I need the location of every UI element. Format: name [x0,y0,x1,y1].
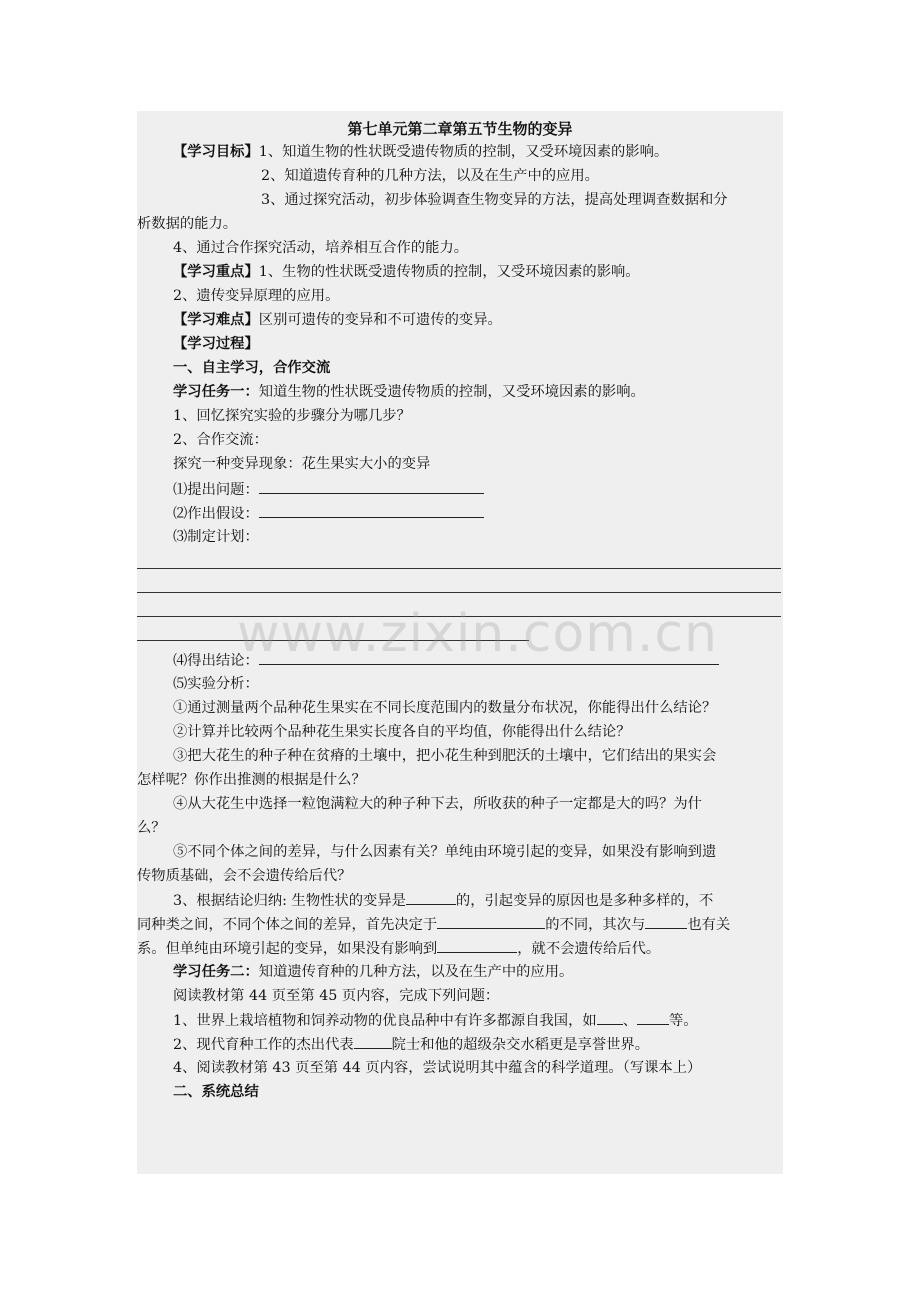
step-5-label: ⑸实验分析： [173,676,259,692]
focus-line-1 [173,262,819,282]
watermark: www.zixin.com.cn [237,604,718,664]
task-2-line [173,962,819,982]
step-2-label: ⑵作出假设： [173,506,259,522]
analysis-4a: ④从大花生中选择一粒饱满粒大的种子种下去，所收获的种子一定都是大的吗？为什 [173,796,702,812]
goal-3a: 3、通过探究活动，初步体验调查生物变异的方法，提高处理调查数据和分 [261,192,728,208]
reading-q1-blank-2[interactable] [637,1010,669,1025]
difficulty-line [173,310,819,330]
conclusion-text-4: 的不同，其次与 [545,917,646,933]
step-4-label: ⑷得出结论： [173,653,259,669]
analysis-5a: ⑤不同个体之间的差异，与什么因素有关？单纯由环境引起的变异，如果没有影响到遗 [173,844,717,860]
goal-3b: 析数据的能力。 [137,216,238,232]
focus-1: 1、生物的性状既受遗传物质的控制，又受环境因素的影响。 [258,264,640,280]
difficulty-label: 【学习难点】 [173,312,259,328]
conclusion-blank-3[interactable] [645,914,687,929]
conclusion-text-6: 系。但单纯由环境引起的变异，如果没有影响到 [137,941,438,957]
conclusion-text-3: 同种类之间，不同个体之间的差异，首先决定于 [137,917,438,933]
task-2-text: 知道遗传育种的几种方法，以及在生产中的应用。 [258,964,574,980]
analysis-2: ②计算并比较两个品种花生果实长度各自的平均值，你能得出什么结论？ [173,724,631,740]
conclusion-blank-4[interactable] [437,938,517,953]
conclusion-line-3 [137,938,783,959]
reading-q2-text-1: 2、现代育种工作的杰出代表 [173,1037,354,1053]
task-2-label: 学习任务二： [173,964,259,980]
step-3-label: ⑶制定计划： [173,529,259,545]
reading-q1-blank-1[interactable] [597,1010,623,1025]
question-2: 2、合作交流： [173,432,268,448]
plan-blank-line-1[interactable] [137,568,781,569]
reading-q2 [173,1034,819,1055]
step-1-blank[interactable] [259,479,484,494]
reading-q2-text-2: 院士和他的超级杂交水稻更是享誉世界。 [391,1037,650,1053]
reading-instruction: 阅读教材第 44 页至第 45 页内容，完成下列问题： [173,988,500,1004]
conclusion-text-7: ，就不会遗传给后代。 [517,941,661,957]
conclusion-line-1 [173,890,819,911]
question-1: 1、回忆探究实验的步骤分为哪几步？ [173,408,411,424]
analysis-3b: 怎样呢？你作出推测的根据是什么？ [137,772,366,788]
explore-topic: 探究一种变异现象：花生果实大小的变异 [173,456,431,472]
step-1-line [173,479,819,500]
conclusion-blank-1[interactable] [406,890,456,905]
difficulty-text: 区别可遗传的变异和不可遗传的变异。 [258,312,502,328]
reading-q1-text-3: 等。 [669,1013,698,1029]
goal-2: 2、知道遗传育种的几种方法，以及在生产中的应用。 [261,168,599,184]
conclusion-text-2: 的，引起变异的原因也是多种多样的，不 [455,893,714,909]
section-2-heading: 二、系统总结 [173,1084,259,1100]
reading-q2-blank[interactable] [354,1034,392,1049]
task-1-label: 学习任务一： [173,384,259,400]
plan-blank-line-2[interactable] [137,592,781,593]
step-1-label: ⑴提出问题： [173,482,259,498]
reading-q4: 4、阅读教材第 43 页至第 44 页内容，尝试说明其中蕴含的科学道理。（写课本上） [173,1060,702,1076]
goal-1: 1、知道生物的性状既受遗传物质的控制，又受环境因素的影响。 [258,144,669,160]
focus-label: 【学习重点】 [173,264,259,280]
analysis-3a: ③把大花生的种子种在贫瘠的土壤中，把小花生种到肥沃的土壤中，它们结出的果实会 [173,748,717,764]
process-label: 【学习过程】 [173,336,259,352]
reading-q1-text-1: 1、世界上栽培植物和饲养动物的优良品种中有许多都源自我国，如 [173,1013,597,1029]
step-2-blank[interactable] [259,503,484,518]
conclusion-line-2 [137,914,783,935]
page-title: 第七单元第二章第五节生物的变异 [347,120,573,138]
reading-q1 [173,1010,819,1031]
goal-4: 4、通过合作探究活动，培养相互合作的能力。 [173,240,469,256]
conclusion-blank-2[interactable] [437,914,545,929]
analysis-1: ①通过测量两个品种花生果实在不同长度范围内的数量分布状况，你能得出什么结论？ [173,700,717,716]
analysis-4b: 么？ [137,820,166,836]
goals-label: 【学习目标】 [173,144,259,160]
task-1-line [173,382,819,402]
goals-line-1 [173,142,819,162]
step-2-line [173,503,819,524]
task-1-text: 知道生物的性状既受遗传物质的控制，又受环境因素的影响。 [258,384,645,400]
analysis-5b: 传物质基础，会不会遗传给后代？ [137,868,352,884]
conclusion-text-1: 3、根据结论归纳: 生物性状的变异是 [173,893,406,909]
section-1-heading: 一、自主学习，合作交流 [173,360,331,376]
conclusion-text-5: 也有关 [687,917,731,933]
reading-q1-text-2: 、 [622,1013,637,1029]
focus-2: 2、遗传变异原理的应用。 [173,288,340,304]
